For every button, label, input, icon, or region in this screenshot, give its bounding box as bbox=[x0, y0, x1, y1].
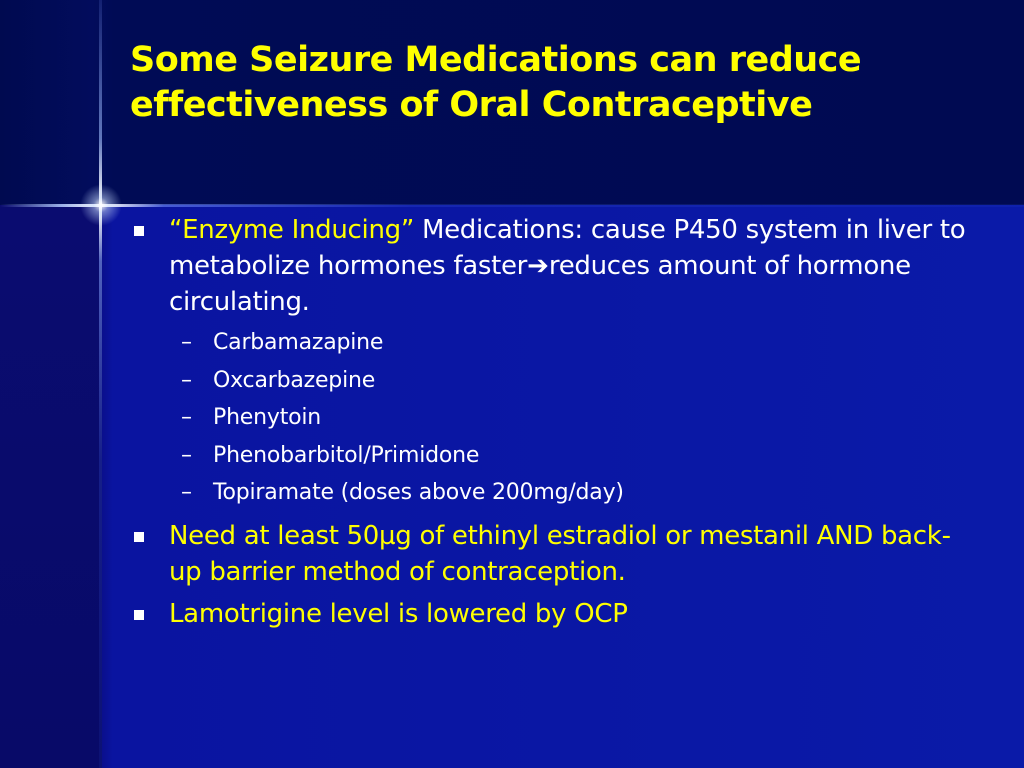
medication-list bbox=[130, 324, 970, 512]
list-item bbox=[181, 474, 970, 512]
list-item bbox=[181, 399, 970, 437]
bullet-text-continued: reduces amount of hormone circulating. bbox=[169, 251, 911, 317]
list-item bbox=[181, 362, 970, 400]
dash-marker: – bbox=[181, 330, 192, 355]
bullet-enzyme-inducing bbox=[130, 212, 970, 320]
vertical-rule bbox=[99, 0, 102, 768]
list-item-label: Phenobarbitol/Primidone bbox=[213, 442, 480, 468]
list-item bbox=[181, 437, 970, 475]
bullet-text: Medications: cause P450 system in liver to metabolize hormones faster bbox=[169, 215, 966, 281]
list-item bbox=[181, 324, 970, 362]
square-bullet-icon bbox=[134, 532, 144, 542]
dash-marker: – bbox=[181, 442, 192, 468]
square-bullet-icon bbox=[134, 226, 144, 236]
left-band bbox=[0, 205, 102, 768]
bullet-lamotrigine bbox=[130, 596, 970, 632]
dash-marker: – bbox=[181, 367, 192, 393]
dash-marker: – bbox=[181, 405, 192, 430]
right-arrow-icon: ➔ bbox=[527, 251, 549, 281]
horizontal-rule bbox=[0, 204, 1024, 207]
list-item-label: Topiramate (doses above 200mg/day) bbox=[213, 480, 624, 505]
list-item-label: Oxcarbazepine bbox=[213, 367, 376, 393]
bullet-highlight: “Enzyme Inducing” bbox=[169, 215, 414, 245]
bullet-text: Need at least 50µg of ethinyl estradiol or mestanil AND back-up barrier method of contraception. bbox=[169, 520, 951, 587]
list-item-label: Carbamazapine bbox=[213, 330, 384, 355]
bullet-text: Lamotrigine level is lowered by OCP bbox=[169, 598, 628, 629]
list-item-label: Phenytoin bbox=[213, 405, 322, 430]
dash-marker: – bbox=[181, 480, 192, 505]
slide-title: Some Seizure Medications can reduce effectiveness of Oral Contraceptive bbox=[130, 40, 862, 125]
slide-body bbox=[130, 212, 970, 632]
sparkle-glow bbox=[80, 184, 122, 226]
square-bullet-icon bbox=[134, 610, 144, 620]
bullet-estradiol bbox=[130, 518, 970, 590]
